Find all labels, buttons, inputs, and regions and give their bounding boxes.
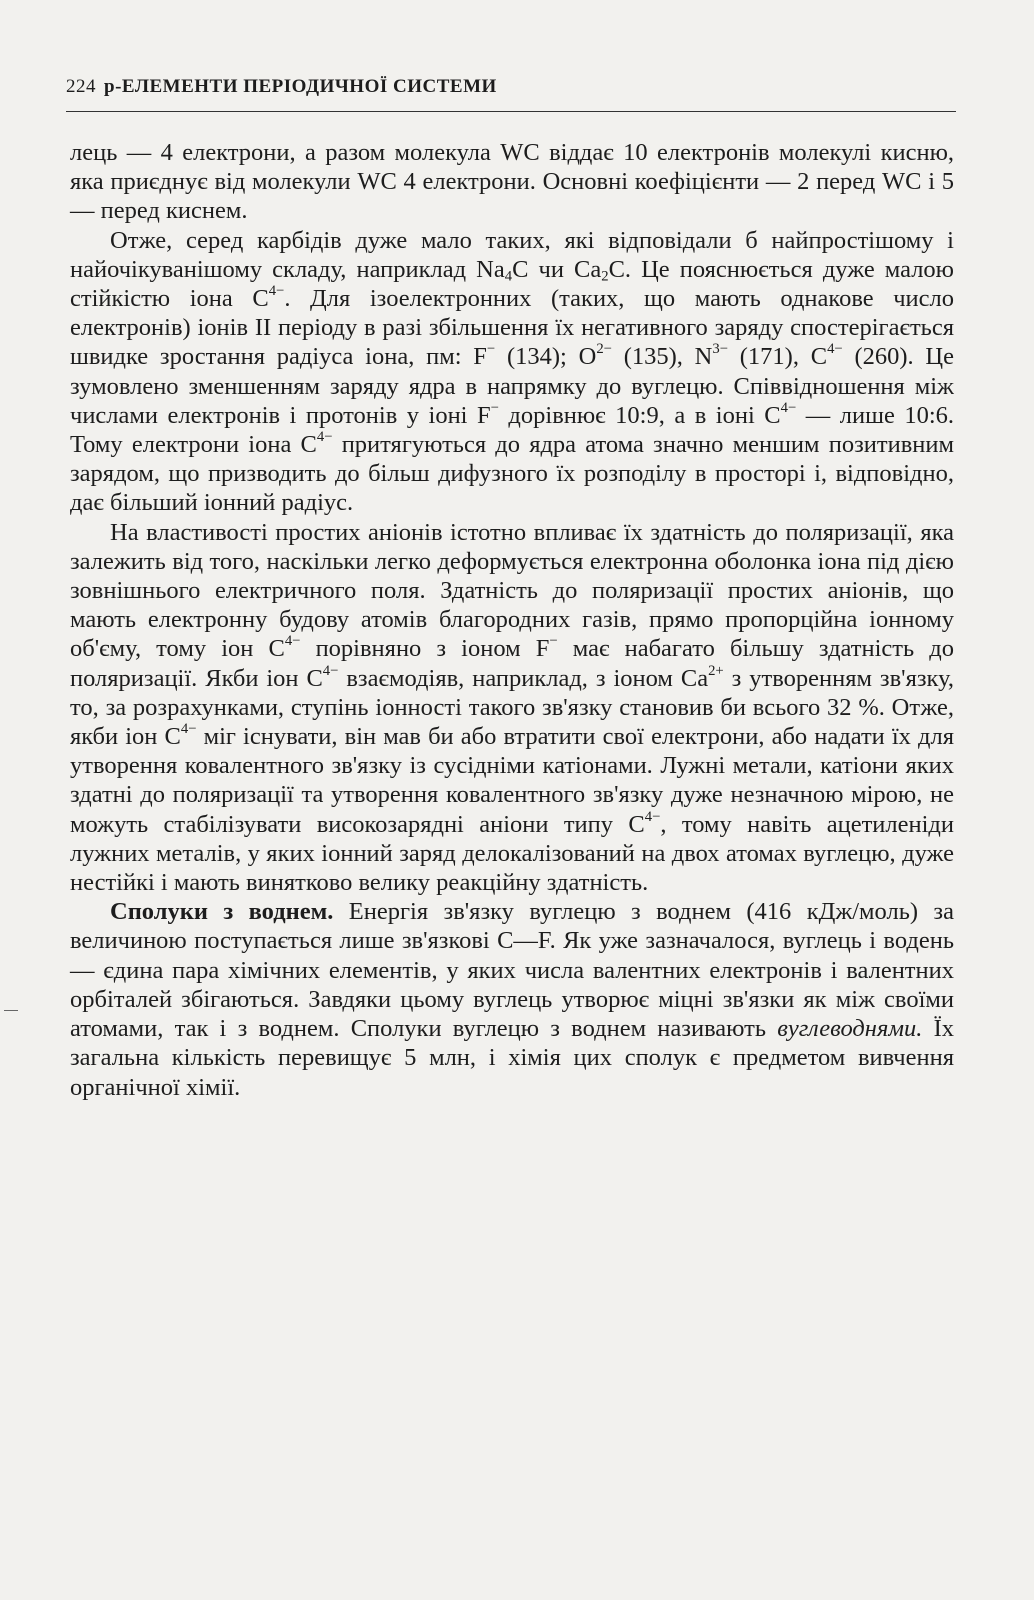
- p2-charge-8: 4−: [316, 429, 333, 446]
- p2-text-2: C чи Ca: [512, 255, 602, 283]
- p2-charge-6: −: [490, 399, 499, 416]
- paragraph-1: [70, 138, 954, 226]
- p2-text-1: Отже, серед карбідів дуже мало таких, які відповідали б найпростішому і найочікуванішому складу, наприклад Na: [70, 226, 954, 283]
- paragraph-3: [70, 518, 954, 898]
- p3-text-4: взаємодіяв, наприклад, з іоном Ca: [338, 664, 709, 692]
- p2-subscript-1: 4: [504, 268, 513, 285]
- p2-text-5: (134); O: [495, 343, 597, 371]
- margin-mark: [4, 1010, 18, 1011]
- p2-charge-4: 3−: [712, 341, 728, 358]
- page-number: 224: [66, 76, 96, 97]
- p3-text-2: порівняно з іоном F: [300, 635, 550, 663]
- p2-charge-2: −: [486, 341, 496, 358]
- p2-charge-3: 2−: [596, 341, 612, 358]
- p2-charge-7: 4−: [780, 399, 797, 416]
- p3-charge-4: 2+: [708, 662, 724, 679]
- paragraph-2: [70, 226, 954, 518]
- p3-text-7: , тому навіть ацетиленіди лужних металів, у яких іонний заряд делокалізований на двох атомах вуглецю, дуже нестійкі і мають винятково велику реакційну здатність.: [70, 810, 954, 897]
- p3-text-5: з утворенням зв'язку, то, за розрахунками, ступінь іонності такого зв'язку становив би всього 32 %. Отже, якби іон C: [70, 664, 954, 751]
- p3-charge-6: 4−: [644, 808, 661, 825]
- p3-charge-1: 4−: [284, 633, 301, 650]
- p3-text-1: На властивості простих аніонів істотно впливає їх здатність до поляризації, яка залежить від того, наскільки легко деформується електронна оболонка іона під дією зовнішнього електричного поля. Здатність до поляризації простих аніонів, що мають електронну будову атомів благородних газів, прямо пропорційна іонному об'єму, тому іон C: [70, 518, 954, 663]
- section-heading-hydrogen-compounds: Сполуки з воднем.: [110, 898, 334, 926]
- p2-charge-1: 4−: [268, 283, 285, 299]
- p2-text-7: (171), C: [728, 343, 828, 371]
- p4-text-1: Енергія зв'язку вуглецю з воднем (416 кДж/моль) за величиною поступається лише зв'язкові C—F. Як уже зазначалося, вуглець і водень — єдина пара хімічних елементів, у яких числа валентних електронів і валентних орбіталей збігаються. Завдяки цьому вуглець утворює міцні зв'язки як між своїми атомами, так і з воднем. Сполуки вуглецю з воднем називають: [70, 898, 954, 1043]
- p2-text-9: дорівнює 10:9, а в іоні C: [498, 401, 781, 429]
- header-rule: [66, 111, 956, 112]
- p4-text-2: Їх загальна кількість перевищує 5 млн, і хімія цих сполук є предметом вивчення органічної хімії.: [70, 1015, 954, 1101]
- p3-text-6: міг існувати, він мав би або втратити свої електрони, або надати їх для утворення ковалентного зв'язку із сусідніми катіонами. Лужні метали, катіони яких здатні до поляризації та утворення ковалентного зв'язку дуже незначною мірою, не можуть стабілізувати високозарядні аніони типу C: [70, 723, 954, 838]
- p2-subscript-2: 2: [601, 268, 609, 285]
- p4-italic-term: вуглеводнями.: [777, 1015, 923, 1043]
- p2-text-6: (135), N: [611, 343, 713, 371]
- running-title: р-ЕЛЕМЕНТИ ПЕРІОДИЧНОЇ СИСТЕМИ: [104, 76, 497, 97]
- p2-text-8: (260). Це зумовлено зменшенням заряду ядра в напрямку до вуглецю. Співвідношення між числами електронів і протонів у іоні F: [70, 343, 954, 429]
- p3-text-3: має набагато більшу здатність до поляризації. Якби іон C: [70, 635, 954, 692]
- p1-text: лець — 4 електрони, а разом молекула WC віддає 10 електронів молекулі кисню, яка приєднує від молекули WC 4 електрони. Основні коефіцієнти — 2 перед WC і 5 — перед киснем.: [70, 139, 954, 225]
- running-header: [66, 76, 956, 98]
- p3-charge-3: 4−: [322, 662, 339, 679]
- body-text: [70, 138, 954, 1102]
- p3-charge-5: 4−: [180, 721, 197, 738]
- p2-text-4: . Для ізоелектронних (таких, що мають однакове число електронів) іонів II періоду в разі збільшення їх негативного заряду спостерігається швидке зростання радіуса іона, пм: F: [70, 285, 955, 371]
- p2-text-3: C. Це пояснюється дуже малою стійкістю іона C: [70, 255, 954, 313]
- p3-charge-2: −: [549, 633, 558, 650]
- p2-text-11: притягуються до ядра атома значно меншим позитивним зарядом, що призводить до більш дифузного їх розподілу в просторі і, відповідно, дає більший іонний радіус.: [70, 431, 954, 517]
- p2-charge-5: 4−: [827, 341, 843, 358]
- p2-text-10: — лише 10:6. Тому електрони іона C: [70, 401, 954, 459]
- paragraph-4: [70, 897, 954, 1101]
